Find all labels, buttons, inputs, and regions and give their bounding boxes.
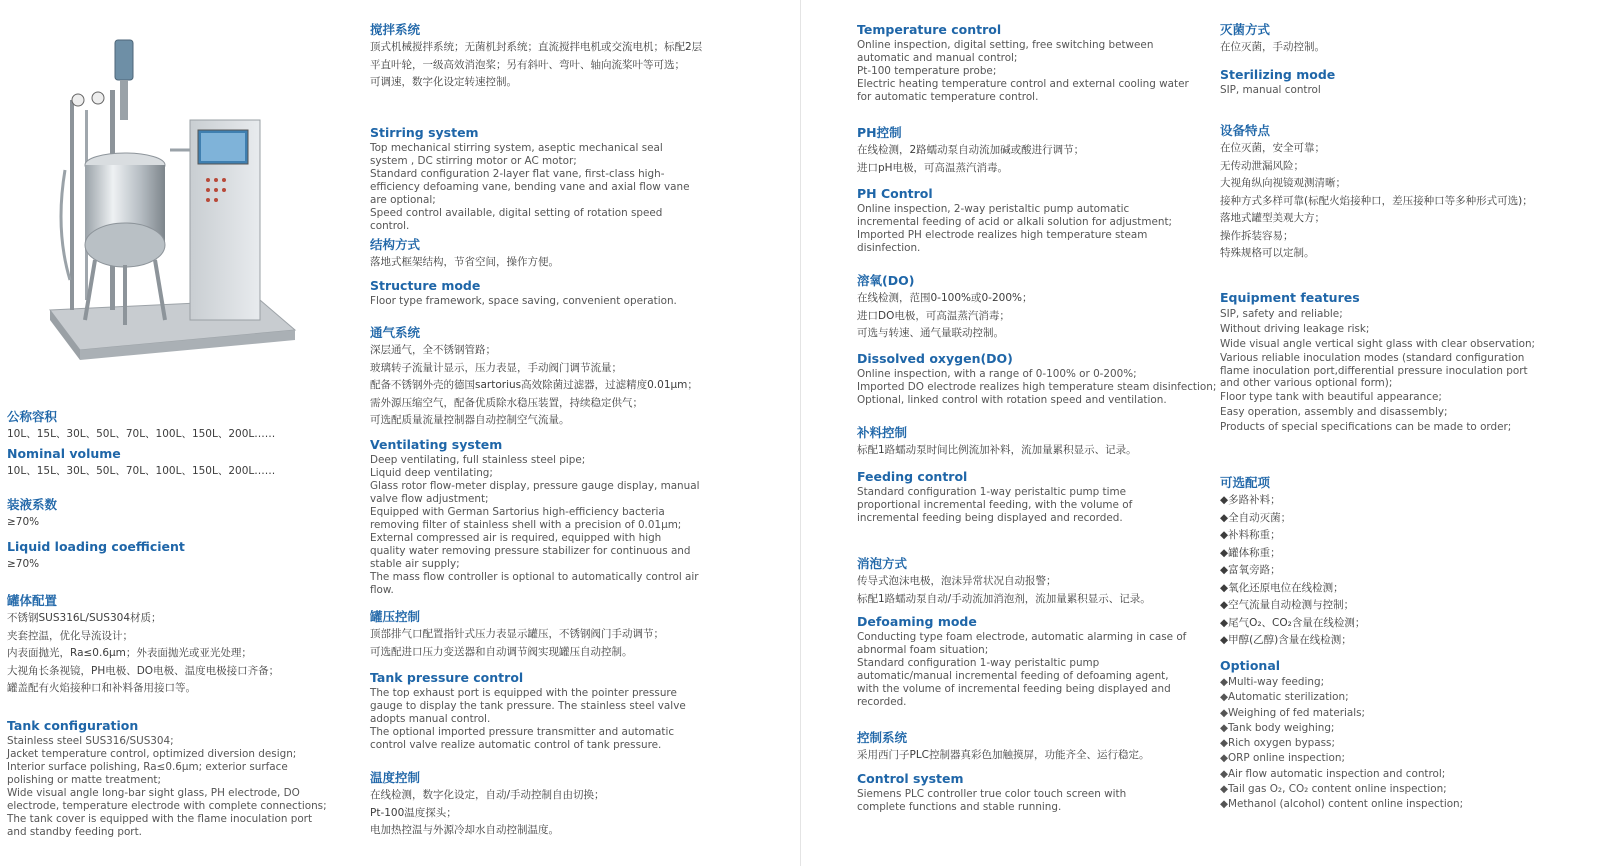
text-line: 在线检测，2路蠕动泵自动流加碱或酸进行调节； xyxy=(857,144,1085,156)
section-title: PH控制 xyxy=(857,125,902,140)
section-text: ≥70% xyxy=(7,516,40,528)
section-title: Feeding control xyxy=(857,469,968,484)
text-line: 夹套控温，优化导流设计； xyxy=(7,629,133,642)
text-line: 在位灭菌，手动控制。 xyxy=(1220,41,1325,53)
list-item: ◆Rich oxygen bypass; xyxy=(1220,737,1335,750)
text-line: SIP, manual control xyxy=(1220,84,1321,96)
text-line: 进口DO电极，可高温蒸汽消毒； xyxy=(857,309,1010,322)
text-line: 深层通气，全不锈钢管路； xyxy=(370,344,496,356)
section-title: 罐体配置 xyxy=(7,593,58,608)
section-title: 通气系统 xyxy=(370,325,421,340)
section-title: Tank configuration xyxy=(7,718,139,733)
list-item: ◆空气流量自动检测与控制； xyxy=(1220,599,1355,611)
text-line: Glass rotor flow-meter display, pressure gauge display, manual valve flow adjustment; xyxy=(370,480,700,505)
section-text: ≥70% xyxy=(7,558,40,570)
section-do-en xyxy=(857,350,1217,407)
list-item: ◆Multi-way feeding; xyxy=(1220,676,1325,688)
section-ventilating-cn xyxy=(370,324,715,430)
list-item: ◆Tank body weighing; xyxy=(1220,721,1335,734)
text-line: Equipped with German Sartorius high-efficiency bacteria removing filter of stainless shell with a precision of 0.01μm; xyxy=(370,506,682,531)
list-item: ◆尾气O₂、CO₂含量在线检测； xyxy=(1220,616,1366,629)
section-stirring-en xyxy=(370,124,700,233)
list-item: ◆Air flow automatic inspection and control; xyxy=(1220,767,1446,780)
text-line: Online inspection, digital setting, free switching between automatic and manual control; xyxy=(857,39,1154,64)
section-do-cn xyxy=(857,272,1197,343)
section-loading-en xyxy=(7,538,185,574)
text-line: Pt-100温度探头； xyxy=(370,806,457,819)
text-line: 在线检测，范围0-100%或0-200%； xyxy=(857,292,1033,304)
text-line: Imported DO electrode realizes high temperature steam disinfection; xyxy=(857,381,1217,393)
section-loading-cn xyxy=(7,496,57,532)
section-temperature-cn xyxy=(370,769,705,840)
text-line: 在线检测，数字化设定，自动/手动控制自由切换； xyxy=(370,789,605,801)
text-line: 操作拆装容易； xyxy=(1220,229,1294,242)
text-line: 可调速，数字化设定转速控制。 xyxy=(370,76,517,88)
text-line: Conducting type foam electrode, automatic alarming in case of abnormal foam situation; xyxy=(857,631,1187,656)
section-title: Sterilizing mode xyxy=(1220,67,1336,82)
text-line: 配备不锈钢外壳的德国sartorius高效除菌过滤器，过滤精度0.01μm； xyxy=(370,379,698,391)
section-defoaming-cn xyxy=(857,555,1197,608)
section-control-cn xyxy=(857,729,1197,765)
section-title: Tank pressure control xyxy=(370,670,524,685)
list-item: ◆补料称重； xyxy=(1220,529,1281,541)
text-line: 进口pH电极，可高温蒸汽消毒。 xyxy=(857,161,1009,174)
section-title: PH Control xyxy=(857,186,933,201)
section-sterilizing-cn xyxy=(1220,21,1540,57)
text-line: The tank cover is equipped with the flame inoculation port and standby feeding port. xyxy=(7,813,313,838)
text-line: 玻璃转子流量计显示，压力表显，手动阀门调节流量； xyxy=(370,361,622,374)
text-line: Various reliable inoculation modes (standard configuration flame inoculation port,differential pressure inoculation port and other various optional form); xyxy=(1220,352,1528,389)
section-title: Structure mode xyxy=(370,278,481,293)
text-line: Standard configuration 2-layer flat vane, first-class high-efficiency defoaming vane, bending vane and axial flow vane are optional; xyxy=(370,168,690,206)
text-line: 标配1路蠕动泵自动/手动流加消泡剂，流加量累积显示、记录。 xyxy=(857,592,1151,605)
list-item: ◆多路补料； xyxy=(1220,494,1281,506)
text-line: Wide visual angle long-bar sight glass, PH electrode, DO electrode, temperature electrode with complete connections; xyxy=(7,787,327,812)
section-features-en xyxy=(1220,289,1545,435)
text-line: 在位灭菌，安全可靠； xyxy=(1220,142,1325,154)
section-title: 结构方式 xyxy=(370,237,421,252)
text-line: Pt-100 temperature probe; xyxy=(857,65,997,77)
text-line: The optional imported pressure transmitter and automatic control valve realize automatic control of tank pressure. xyxy=(370,726,675,751)
section-features-cn xyxy=(1220,122,1540,263)
section-nominal-volume-cn xyxy=(7,408,275,444)
text-line: 顶部排气口配置指针式压力表显示罐压，不锈钢阀门手动调节； xyxy=(370,628,664,640)
text-line: 落地式框架结构，节省空间，操作方便。 xyxy=(370,256,559,268)
fermenter-product-image xyxy=(40,30,310,380)
text-line: Floor type tank with beautiful appearance; xyxy=(1220,390,1442,403)
text-line: The mass flow controller is optional to automatically control air flow. xyxy=(370,571,699,596)
text-line: Products of special specifications can be made to order; xyxy=(1220,420,1512,433)
page-fold-divider xyxy=(800,0,801,866)
section-feeding-en xyxy=(857,468,1187,525)
text-line: Without driving leakage risk; xyxy=(1220,323,1370,335)
text-line: 大视角长条视镜，PH电极、DO电极、温度电极接口齐备； xyxy=(7,664,280,677)
section-title: 温度控制 xyxy=(370,770,421,785)
text-line: 不锈钢SUS316L/SUS304材质； xyxy=(7,612,162,624)
text-line: Jacket temperature control, optimized diversion design; xyxy=(7,748,297,760)
text-line: External compressed air is required, equipped with high quality water removing pressure stabilizer for continuous and stable air supply; xyxy=(370,532,691,570)
text-line: SIP, safety and reliable; xyxy=(1220,308,1343,320)
section-title: Defoaming mode xyxy=(857,614,977,629)
list-item: ◆Automatic sterilization; xyxy=(1220,691,1349,704)
text-line: 特殊规格可以定制。 xyxy=(1220,247,1315,259)
text-line: Imported PH electrode realizes high temperature steam disinfection. xyxy=(857,229,1148,254)
section-title: Control system xyxy=(857,771,964,786)
section-title: 装液系数 xyxy=(7,497,58,512)
list-item: ◆Weighing of fed materials; xyxy=(1220,706,1366,719)
section-tank-cn xyxy=(7,592,332,698)
section-structure-en xyxy=(370,277,705,308)
text-line: 大视角纵向视镜观测清晰； xyxy=(1220,177,1346,189)
section-title: Dissolved oxygen(DO) xyxy=(857,351,1013,366)
text-line: Easy operation, assembly and disassembly; xyxy=(1220,405,1448,418)
section-title: 罐压控制 xyxy=(370,609,421,624)
section-title: Temperature control xyxy=(857,22,1002,37)
list-item: ◆Tail gas O₂, CO₂ content online inspection; xyxy=(1220,783,1447,796)
text-line: 电加热控温与外源冷却水自动控制温度。 xyxy=(370,824,559,836)
section-control-en xyxy=(857,770,1177,814)
section-optional-cn xyxy=(1220,474,1540,650)
section-title: 控制系统 xyxy=(857,730,908,745)
text-line: Standard configuration 1-way peristaltic pump automatic/manual incremental feeding of defoaming agent, with the volume of incremental feeding being displayed and recorded. xyxy=(857,657,1171,708)
list-item: ◆罐体称重； xyxy=(1220,546,1281,559)
section-title: 灭菌方式 xyxy=(1220,22,1271,37)
text-line: 可选配质量流量控制器自动控制空气流量。 xyxy=(370,414,570,426)
section-tank-en xyxy=(7,717,329,839)
section-title: 搅拌系统 xyxy=(370,22,421,37)
text-line: Interior surface polishing, Ra≤0.6μm; exterior surface polishing or matte treatment; xyxy=(7,761,288,786)
text-line: 传导式泡沫电极，泡沫异常状况自动报警； xyxy=(857,575,1057,587)
list-item: ◆Methanol (alcohol) content online inspection; xyxy=(1220,798,1464,811)
list-item: ◆富氧旁路； xyxy=(1220,564,1281,576)
section-temperature-en xyxy=(857,21,1192,104)
list-item: ◆全自动灭菌； xyxy=(1220,511,1292,524)
text-line: 采用西门子PLC控制器真彩色加触摸屏，功能齐全、运行稳定。 xyxy=(857,749,1150,761)
section-stirring-cn xyxy=(370,21,705,92)
text-line: Siemens PLC controller true color touch screen with complete functions and stable running. xyxy=(857,788,1127,813)
text-line: Wide visual angle vertical sight glass with clear observation; xyxy=(1220,338,1536,350)
section-title: 补料控制 xyxy=(857,425,908,440)
section-text: 10L、15L、30L、50L、70L、100L、150L、200L…… xyxy=(7,465,276,477)
section-title: 设备特点 xyxy=(1220,123,1271,138)
text-line: 罐盖配有火焰接种口和补料备用接口等。 xyxy=(7,682,196,694)
text-line: Standard configuration 1-way peristaltic pump time proportional incremental feeding, with the volume of incremental feeding being displayed and recorded. xyxy=(857,486,1133,524)
text-line: 可选配进口压力变送器和自动调节阀实现罐压自动控制。 xyxy=(370,645,633,658)
section-title: Equipment features xyxy=(1220,290,1360,305)
text-line: Speed control available, digital setting of rotation speed control. xyxy=(370,207,663,232)
section-title: Nominal volume xyxy=(7,446,121,461)
section-structure-cn xyxy=(370,236,705,272)
list-item: ◆氧化还原电位在线检测； xyxy=(1220,581,1344,594)
section-ph-en xyxy=(857,185,1187,255)
text-line: Floor type framework, space saving, convenient operation. xyxy=(370,295,677,307)
section-text: 10L、15L、30L、50L、70L、100L、150L、200L…… xyxy=(7,428,276,440)
section-title: Stirring system xyxy=(370,125,479,140)
text-line: Deep ventilating, full stainless steel pipe; xyxy=(370,454,586,466)
text-line: Optional, linked control with rotation speed and ventilation. xyxy=(857,394,1167,406)
text-line: 落地式罐型美观大方； xyxy=(1220,212,1325,224)
text-line: Liquid deep ventilating; xyxy=(370,467,493,479)
text-line: Electric heating temperature control and external cooling water for automatic temperature control. xyxy=(857,78,1189,103)
list-item: ◆甲醇(乙醇)含量在线检测； xyxy=(1220,634,1352,646)
text-line: Top mechanical stirring system, aseptic mechanical seal system , DC stirring motor or AC motor; xyxy=(370,142,663,167)
text-line: Online inspection, 2-way peristaltic pump automatic incremental feeding of acid or alkali solution for adjustment; xyxy=(857,203,1173,228)
section-title: Optional xyxy=(1220,658,1281,673)
section-sterilizing-en xyxy=(1220,66,1540,97)
text-line: Stainless steel SUS316/SUS304; xyxy=(7,735,174,747)
text-line: The top exhaust port is equipped with the pointer pressure gauge to display the tank pressure. The stainless steel valve adopts manual control. xyxy=(370,687,686,725)
text-line: 顶式机械搅拌系统；无菌机封系统；直流搅拌电机或交流电机；标配2层平直叶轮，一级高效消泡桨；另有斜叶、弯叶、轴向流桨叶等可选； xyxy=(370,41,703,71)
section-pressure-cn xyxy=(370,608,705,661)
section-title: 消泡方式 xyxy=(857,556,908,571)
text-line: 内表面抛光，Ra≤0.6μm；外表面抛光或亚光处理； xyxy=(7,647,252,659)
section-defoaming-en xyxy=(857,613,1187,709)
section-pressure-en xyxy=(370,669,700,752)
section-nominal-volume-en xyxy=(7,445,275,481)
text-line: 无传动泄漏风险； xyxy=(1220,159,1304,172)
text-line: 标配1路蠕动泵时间比例流加补料，流加量累积显示、记录。 xyxy=(857,444,1137,456)
section-title: Liquid loading coefficient xyxy=(7,539,185,554)
section-title: 可选配项 xyxy=(1220,475,1271,490)
section-ventilating-en xyxy=(370,436,700,597)
section-optional-en xyxy=(1220,657,1540,813)
section-title: 公称容积 xyxy=(7,409,58,424)
section-title: Ventilating system xyxy=(370,437,503,452)
text-line: 接种方式多样可靠(标配火焰接种口，差压接种口等多种形式可选)； xyxy=(1220,194,1533,207)
section-feeding-cn xyxy=(857,424,1197,460)
section-ph-cn xyxy=(857,124,1197,177)
list-item: ◆ORP online inspection; xyxy=(1220,752,1345,765)
section-title: 溶氧(DO) xyxy=(857,273,915,288)
text-line: 需外源压缩空气，配备优质除水稳压装置，持续稳定供气； xyxy=(370,396,643,409)
text-line: Online inspection, with a range of 0-100% or 0-200%; xyxy=(857,368,1137,380)
text-line: 可选与转速、通气量联动控制。 xyxy=(857,327,1004,339)
